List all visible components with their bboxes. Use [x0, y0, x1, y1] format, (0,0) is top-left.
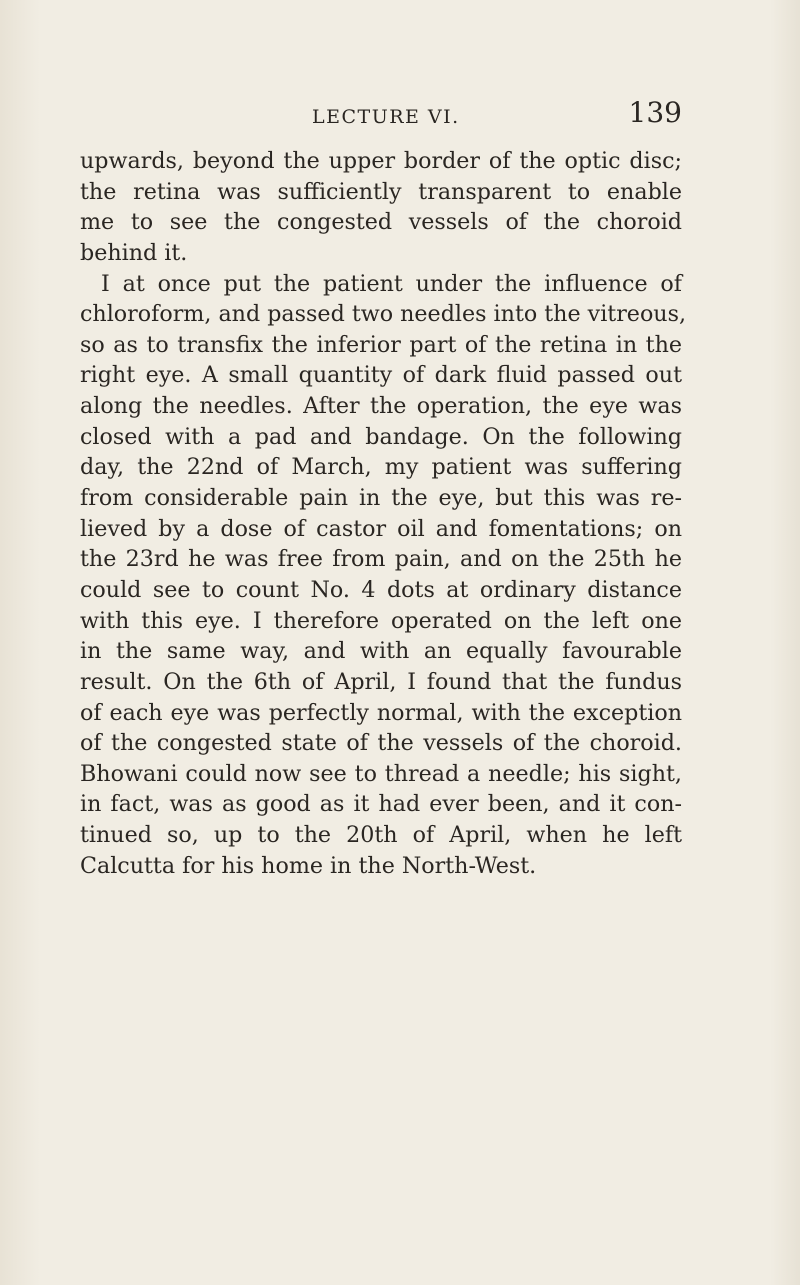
text-line: in the same way, and with an equally favourable: [80, 638, 682, 665]
text-line: of the congested state of the vessels of the choroid.: [80, 730, 682, 757]
text-line: could see to count No. 4 dots at ordinary distance: [80, 576, 682, 603]
text-line: with this eye. I therefore operated on the left one: [80, 607, 682, 634]
text-line: chloroform, and passed two needles into the vitreous,: [80, 301, 687, 328]
text-line: along the needles. After the operation, the eye was: [80, 393, 682, 420]
text-line: upwards, beyond the upper border of the optic disc;: [80, 148, 682, 174]
text-line: of each eye was perfectly normal, with the exception: [80, 699, 682, 726]
text-line: closed with a pad and bandage. On the following: [80, 423, 682, 450]
text-line: me to see the congested vessels of the choroid: [80, 209, 682, 236]
text-line: Bhowani could now see to thread a needle; his sight,: [80, 760, 682, 787]
text-line: right eye. A small quantity of dark fluid passed out: [80, 362, 682, 389]
text-line: lieved by a dose of castor oil and fomentations; on: [80, 515, 682, 542]
text-line: in fact, was as good as it had ever been, and it con-: [80, 791, 682, 818]
text-line: I at once put the patient under the influence of: [101, 270, 682, 297]
text-line: so as to transfix the inferior part of the retina in the: [80, 331, 682, 358]
page-header: [80, 96, 682, 136]
text-line: Calcutta for his home in the North-West.: [80, 852, 537, 879]
text-line: the 23rd he was free from pain, and on the 25th he: [80, 546, 682, 573]
body-text: [80, 146, 687, 881]
text-line: tinued so, up to the 20th of April, when he left: [80, 822, 682, 849]
text-line: day, the 22nd of March, my patient was suffering: [80, 454, 682, 481]
text-line: behind it.: [80, 239, 188, 266]
text-line: from considerable pain in the eye, but this was re-: [80, 485, 682, 512]
running-head: LECTURE VI.: [312, 106, 460, 128]
page-number: 139: [628, 96, 682, 129]
text-line: result. On the 6th of April, I found that the fundus: [80, 668, 682, 695]
text-line: the retina was sufficiently transparent to enable: [80, 178, 682, 205]
